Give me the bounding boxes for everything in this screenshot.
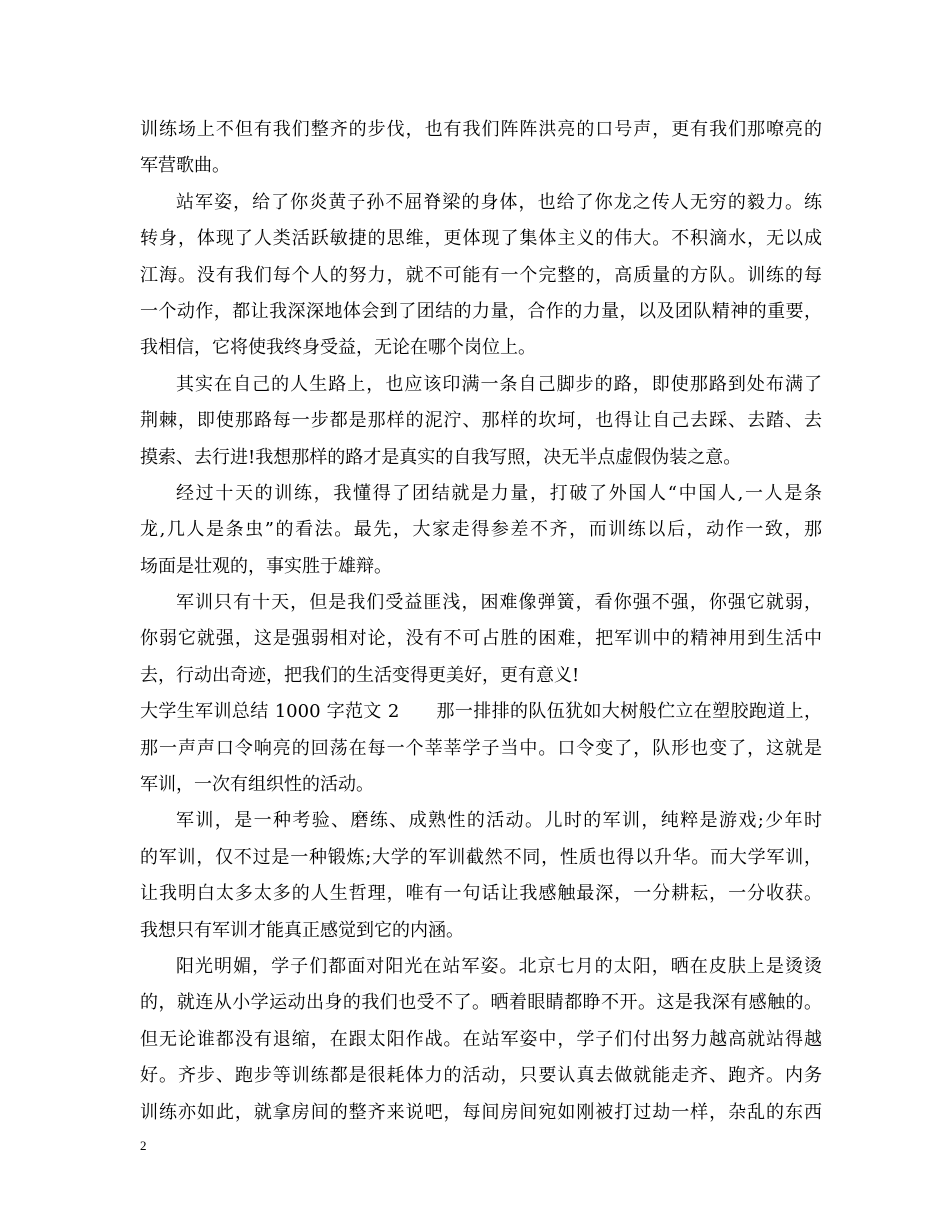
- text-line: 的军训，仅不过是一种锻炼;大学的军训截然不同，性质也得以升华。而大学军训，: [140, 846, 822, 868]
- text-line: 去，行动出奇迹，把我们的生活变得更美好，更有意义!: [140, 664, 580, 686]
- text-line: 训练场上不但有我们整齐的步伐，也有我们阵阵洪亮的口号声，更有我们那嘹亮的: [140, 119, 822, 140]
- text-line: 荆棘，即使那路每一步都是那样的泥泞、那样的坎坷，也得让自己去踩、去踏、去: [140, 410, 822, 432]
- text-line: 江海。没有我们每个人的努力，就不可能有一个完整的，高质量的方队。训练的每: [140, 264, 822, 286]
- text-line: 训练亦如此，就拿房间的整齐来说吧，每间房间宛如刚被打过劫一样，杂乱的东西: [140, 1101, 822, 1123]
- page-number: 2: [140, 1138, 147, 1153]
- text-line: 那一声声口令响亮的回荡在每一个莘莘学子当中。口令变了，队形也变了，这就是: [140, 737, 822, 759]
- text-line: 站军姿，给了你炎黄子孙不屈脊梁的身体，也给了你龙之传人无穷的毅力。练: [176, 191, 822, 213]
- text-line: 龙,几人是条虫”的看法。最先，大家走得参差不齐，而训练以后，动作一致，那: [140, 519, 822, 541]
- text-line: 一个动作，都让我深深地体会到了团结的力量，合作的力量，以及团队精神的重要，: [140, 300, 822, 322]
- text-line: 但无论谁都没有退缩，在跟太阳作战。在站军姿中，学子们付出努力越高就站得越: [140, 1028, 822, 1050]
- text-line: 你弱它就强，这是强弱相对论，没有不可占胜的困难，把军训中的精神用到生活中: [140, 628, 822, 650]
- text-line: 大学生军训总结 1000 字范文 2 那一排排的队伍犹如大树般伫立在塑胶跑道上，: [140, 701, 822, 723]
- text-line: 让我明白太多太多的人生哲理，唯有一句话让我感触最深，一分耕耘，一分收获。: [140, 883, 822, 905]
- text-line: 军训只有十天，但是我们受益匪浅，困难像弹簧，看你强不强，你强它就弱，: [176, 592, 822, 614]
- text-line: 好。齐步、跑步等训练都是很耗体力的活动，只要认真去做就能走齐、跑齐。内务: [140, 1065, 822, 1087]
- text-line: 我相信，它将使我终身受益，无论在哪个岗位上。: [140, 337, 536, 359]
- text-line: 转身，体现了人类活跃敏捷的思维，更体现了集体主义的伟大。不积滴水，无以成: [140, 228, 822, 250]
- text-line: 军训，是一种考验、磨练、成熟性的活动。儿时的军训，纯粹是游戏;少年时: [176, 810, 822, 832]
- text-line: 经过十天的训练，我懂得了团结就是力量，打破了外国人“中国人,一人是条: [176, 482, 822, 504]
- text-line: 军营歌曲。: [140, 155, 230, 177]
- text-line: 的，就连从小学运动出身的我们也受不了。晒着眼睛都睁不开。这是我深有感触的。: [140, 992, 822, 1014]
- text-line: 其实在自己的人生路上，也应该印满一条自己脚步的路，即使那路到处布满了: [176, 373, 822, 395]
- text-line: 我想只有军训才能真正感觉到它的内涵。: [140, 919, 464, 941]
- text-line: 场面是壮观的，事实胜于雄辩。: [140, 555, 392, 577]
- document-body: [140, 112, 822, 1131]
- text-line: 阳光明媚，学子们都面对阳光在站军姿。北京七月的太阳，晒在皮肤上是烫烫: [176, 955, 822, 977]
- text-line: 军训，一次有组织性的活动。: [140, 774, 374, 796]
- text-line: 摸索、去行进!我想那样的路才是真实的自我写照，决无半点虚假伪装之意。: [140, 446, 742, 468]
